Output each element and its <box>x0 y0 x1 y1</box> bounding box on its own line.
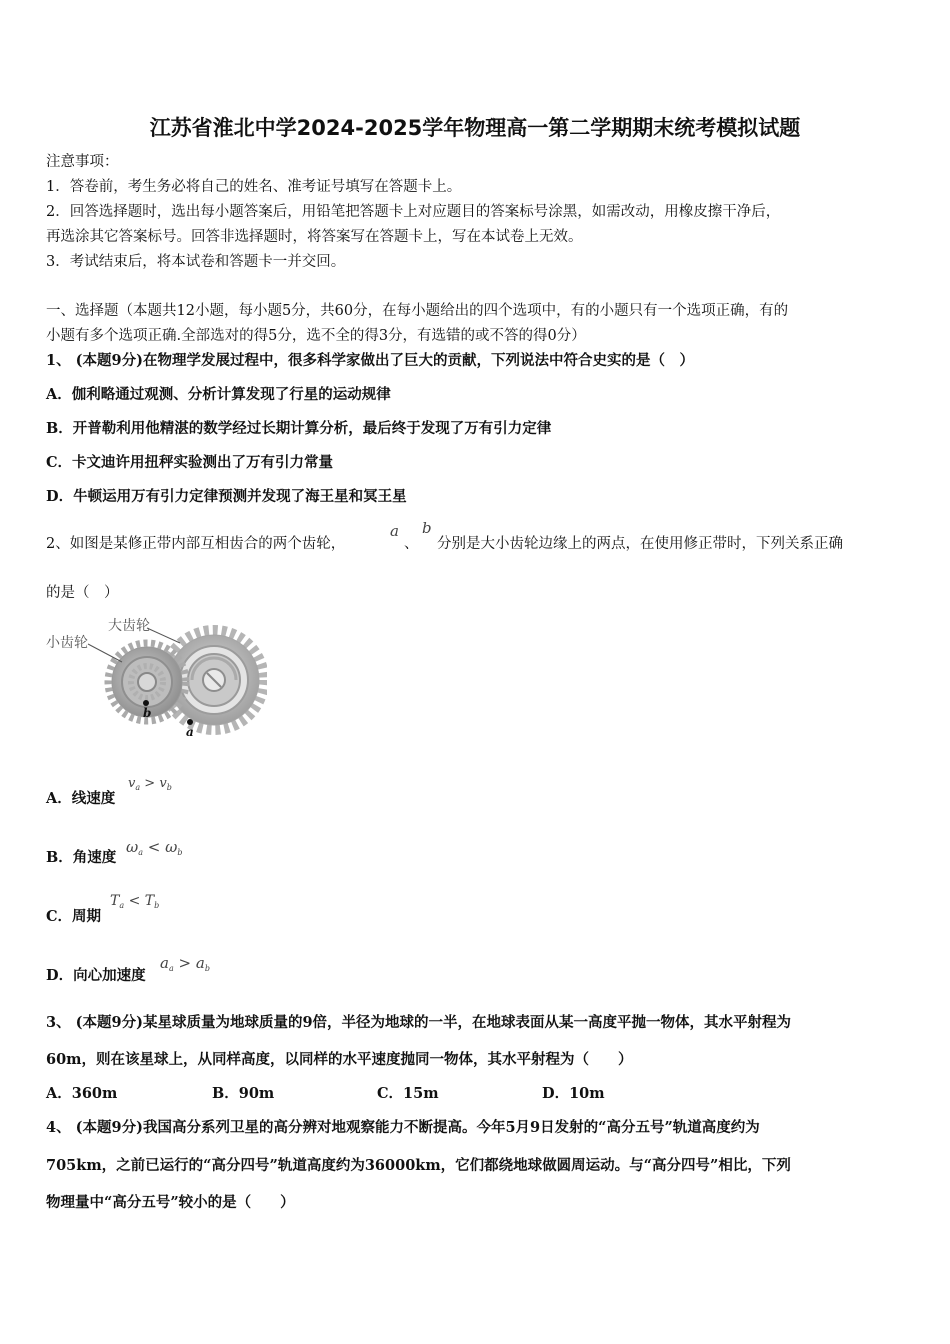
page-title: 江苏省淮北中学2024-2025学年物理高一第二学期期末统考模拟试题 <box>149 116 801 140</box>
question-1-option-d: D．牛顿运用万有引力定律预测并发现了海王星和冥王星 <box>46 488 407 505</box>
question-2-option-b-label: B．角速度 <box>46 849 117 866</box>
section-heading-line: 一、选择题（本题共12小题，每小题5分，共60分，在每小题给出的四个选项中，有的小题只有一个选项正确，有的 <box>46 303 789 319</box>
question-2-stem-end: 的是（ ） <box>46 585 119 601</box>
question-2-option-d-formula: $a_a > a_b$ <box>160 954 210 973</box>
question-2-option-c-label: C．周期 <box>46 908 102 925</box>
label-point-b: b <box>143 706 152 720</box>
variable-b: b <box>422 519 432 537</box>
question-2-option-b-formula: $\omega_a < \omega_b$ <box>126 838 183 857</box>
label-point-a: a <box>186 725 194 739</box>
question-4-stem-end: 物理量中“高分五号”较小的是（ ） <box>46 1194 295 1211</box>
gears-illustration <box>42 610 267 745</box>
gear-figure <box>42 610 267 745</box>
question-4-stem: 4、 (本题9分)我国高分系列卫星的高分辨对地观察能力不断提高。今年5月9日发射的“高分五号”轨道高度约为 <box>46 1119 760 1136</box>
variable-a: a <box>390 522 399 540</box>
question-3-stem-cont: 60m，则在该星球上，从同样高度，以同样的水平速度抛同一物体，其水平射程为（ ） <box>46 1051 633 1068</box>
label-small-gear: 小齿轮 <box>46 635 88 651</box>
notice-item: 再选涂其它答案标号。回答非选择题时，将答案写在答题卡上，写在本试卷上无效。 <box>46 229 583 245</box>
notice-item: 3．考试结束后，将本试卷和答题卡一并交回。 <box>46 254 346 270</box>
question-2-option-a-formula: $v_a > v_b$ <box>128 776 172 792</box>
question-1-stem: 1、 (本题9分)在物理学发展过程中，很多科学家做出了巨大的贡献，下列说法中符合史实的是（ ） <box>46 352 694 369</box>
question-3-option-b: B．90m <box>212 1085 275 1102</box>
question-3-option-a: A．360m <box>46 1085 118 1102</box>
separator: 、 <box>404 536 419 552</box>
notice-heading: 注意事项： <box>46 154 119 170</box>
question-1-option-c: C．卡文迪许用扭秤实验测出了万有引力常量 <box>46 454 334 471</box>
question-2-stem-cont: 分别是大小齿轮边缘上的两点，在使用修正带时，下列关系正确 <box>437 536 843 552</box>
section-heading-line: 小题有多个选项正确.全部选对的得5分，选不全的得3分，有选错的或不答的得0分） <box>46 328 586 344</box>
label-large-gear: 大齿轮 <box>108 618 150 634</box>
notice-item: 2．回答选择题时，选出每小题答案后，用铅笔把答题卡上对应题目的答案标号涂黑，如需改动，用橡皮擦干净后， <box>46 204 781 220</box>
notice-item: 1．答卷前，考生务必将自己的姓名、准考证号填写在答题卡上。 <box>46 179 462 195</box>
question-3-stem: 3、 (本题9分)某星球质量为地球质量的9倍，半径为地球的一半，在地球表面从某一高度平抛一物体，其水平射程为 <box>46 1014 792 1031</box>
question-4-stem-cont: 705km，之前已运行的“高分四号”轨道高度约为36000km，它们都绕地球做圆周运动。与“高分四号”相比，下列 <box>46 1157 791 1174</box>
question-2-option-a-label: A．线速度 <box>46 790 116 807</box>
question-3-option-c: C．15m <box>377 1085 439 1102</box>
question-1-option-b: B．开普勒利用他精湛的数学经过长期计算分析，最后终于发现了万有引力定律 <box>46 420 552 437</box>
question-1-option-a: A．伽利略通过观测、分析计算发现了行星的运动规律 <box>46 386 391 403</box>
question-3-option-d: D．10m <box>542 1085 605 1102</box>
question-2-option-c-formula: $T_a < T_b$ <box>110 893 160 910</box>
question-2-stem: 2、如图是某修正带内部互相齿合的两个齿轮， <box>46 536 346 552</box>
question-2-option-d-label: D．向心加速度 <box>46 967 146 984</box>
